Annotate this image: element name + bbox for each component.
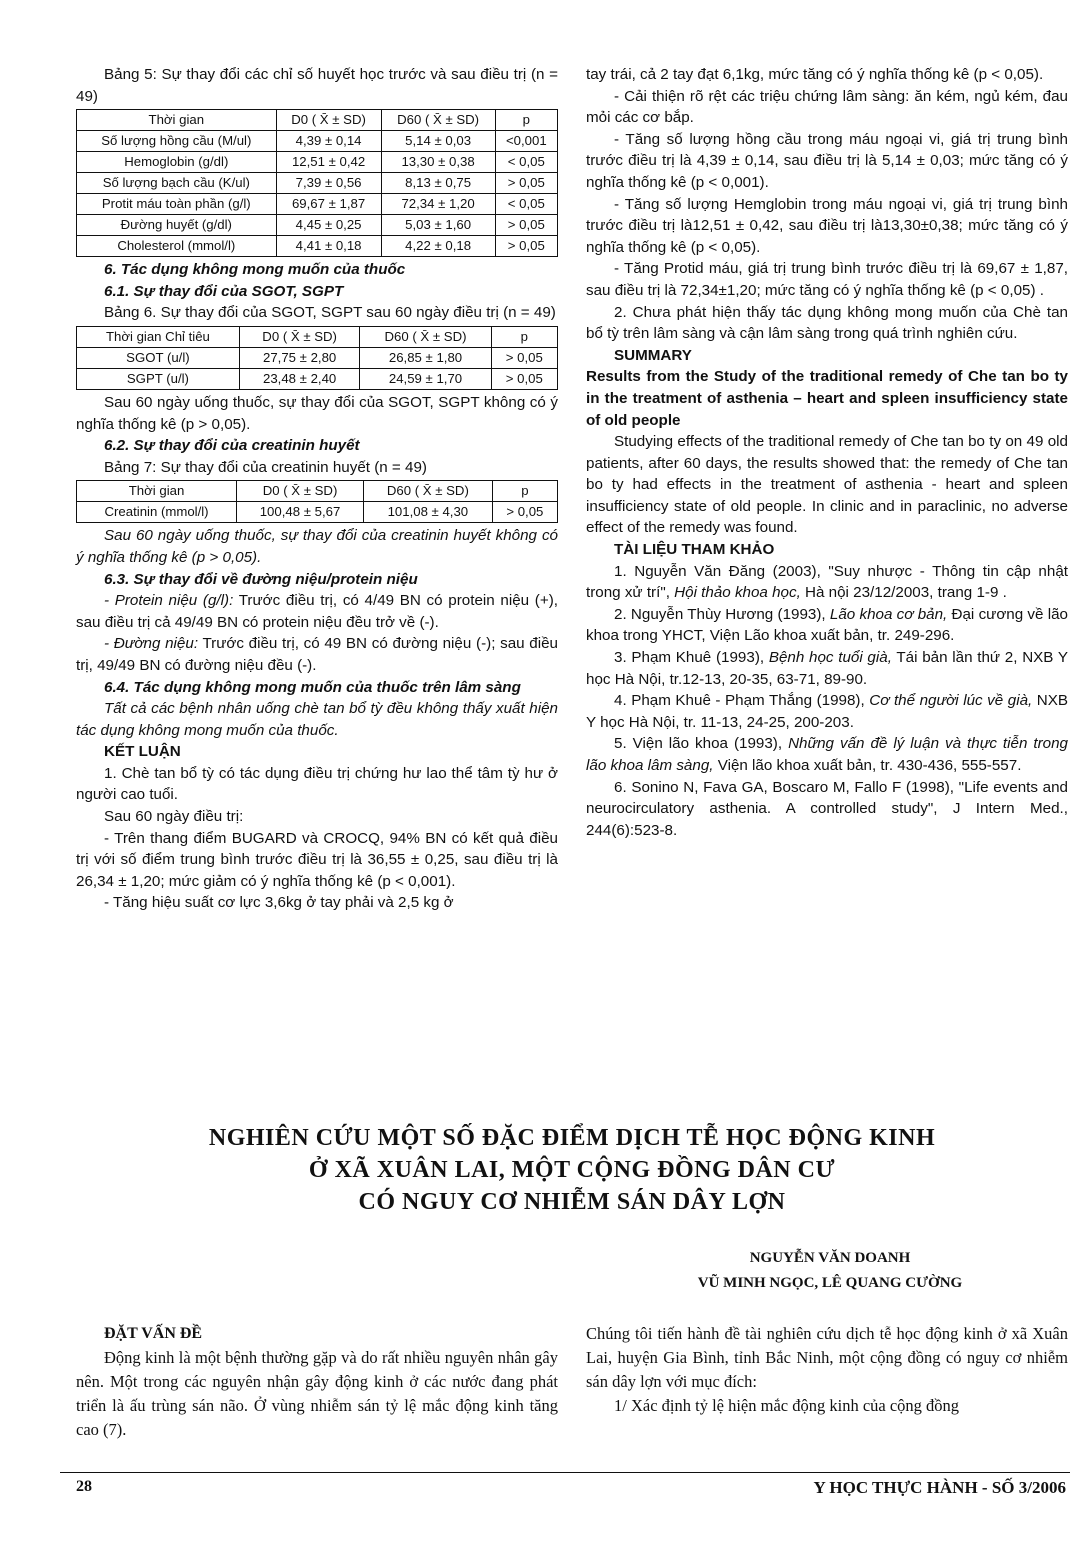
table6 (76, 326, 558, 390)
section-6-heading: 6. Tác dụng không mong muốn của thuốc (104, 261, 406, 279)
article2-right-paragraph-1: Chúng tôi tiến hành đề tài nghiên cứu dịch tễ học động kinh ở xã Xuân Lai, huyện Gia Bình, tỉnh Bắc Ninh, một cộng đồng có nguy cơ nhiễm sán dây lợn với mục đích: (586, 1324, 1068, 1391)
article2-right-column (586, 1322, 1068, 1418)
article2-authors (680, 1246, 980, 1296)
reference-post: Hà nội 23/12/2003, trang 1-9 . (800, 584, 1007, 602)
duong-nieu-paragraph (76, 633, 558, 676)
table5-cell: <0,001 (495, 131, 557, 152)
table5-row (77, 194, 558, 215)
section-6-4-paragraph: Tất cả các bệnh nhân uống chè tan bổ tỳ đều không thấy xuất hiện tác dụng không mong muốn của thuốc. (76, 700, 558, 739)
table5-cell: 5,03 ± 1,60 (381, 215, 495, 236)
table7-cell: > 0,05 (492, 502, 557, 523)
table7-header-cell: p (492, 481, 557, 502)
section-6-4-heading: 6.4. Tác dụng không mong muốn của thuốc trên lâm sàng (104, 678, 521, 696)
table5-row (77, 131, 558, 152)
table7-header-cell: D60 ( X̄ ± SD) (363, 481, 492, 502)
table6-row (77, 347, 558, 368)
article2-right-paragraph-2: 1/ Xác định tỷ lệ hiện mắc động kinh của cộng đồng (614, 1396, 960, 1415)
table5-row (77, 152, 558, 173)
right-paragraph-4: - Tăng số lượng Hemglobin trong máu ngoại vi, giá trị trung bình trước điều trị là12,51 ± 0,42, sau điều trị là13,30±0,38; mức tăng có ý nghĩa thống kê (p < 0,05). (586, 195, 1068, 256)
table5-cell: > 0,05 (495, 173, 557, 194)
reference-item (586, 604, 1068, 647)
table5-cell: Cholesterol (mmol/l) (77, 236, 277, 257)
summary-heading: SUMMARY (614, 346, 692, 364)
table5-caption: Bảng 5: Sự thay đổi các chỉ số huyết học trước và sau điều trị (n = 49) (76, 66, 558, 105)
reference-item (586, 777, 1068, 842)
table7-caption: Bảng 7: Sự thay đổi của creatinin huyết (n = 49) (104, 458, 427, 476)
reference-post: Tái bản lần thứ 2, NXB Y học Hà Nội, tr.12-13, 20-35, 63-71, 89-90. (586, 649, 1069, 688)
table6-header-cell: Thời gian Chỉ tiêu (77, 326, 240, 347)
table6-cell: 26,85 ± 1,80 (360, 347, 491, 368)
table5-cell: Số lượng bạch cầu (K/ul) (77, 173, 277, 194)
conclusion-2: Sau 60 ngày điều trị: (104, 808, 244, 826)
reference-item (586, 561, 1068, 604)
reference-it: Lão khoa cơ bản, (829, 605, 948, 623)
table7 (76, 480, 558, 523)
footer-divider (60, 1472, 1070, 1473)
reference-pre: 4. Phạm Khuê - Phạm Thắng (1998), (614, 692, 870, 710)
reference-it: Những vấn đề lý luận và thực tiễn trong lão khoa lâm sàng, (586, 735, 1068, 774)
table5-cell: > 0,05 (495, 236, 557, 257)
reference-pre: 1. Nguyễn Văn Đăng (2003), "Suy nhược - Thông tin cập nhật trong xử trí", (586, 562, 1068, 602)
protein-text: Trước điều trị, có 4/49 BN có protein niệu (+), sau điều trị cả 49/49 BN có protein niệu đều trở về (-). (76, 592, 558, 631)
table6-row (77, 368, 558, 389)
reference-it: Hội thảo khoa học, (674, 584, 801, 602)
reference-it: Cơ thể người lúc về già, (869, 692, 1033, 710)
table6-cell: SGOT (u/l) (77, 347, 240, 368)
summary-title: Results from the Study of the traditional remedy of Che tan bo ty in the treatment of asthenia – heart and spleen insufficiency state of old people (586, 368, 1068, 429)
conclusion-1: 1. Chè tan bổ tỳ có tác dụng điều trị chứng hư lao thể tâm tỳ hư ở người cao tuổi. (76, 764, 558, 804)
creatinin-paragraph: Sau 60 ngày uống thuốc, sự thay đổi của creatinin huyết không có ý nghĩa thống kê (p > 0,05). (76, 527, 558, 566)
table5-cell: < 0,05 (495, 152, 557, 173)
table6-header-cell: D60 ( X̄ ± SD) (360, 326, 491, 347)
reference-item (586, 647, 1068, 690)
right-paragraph-3: - Tăng số lượng hồng cầu trong máu ngoại vi, giá trị trung bình trước điều trị là 4,39 ± 0,14, sau điều trị là 5,14 ± 0,03; mức tăng có ý nghĩa thống kê (p < 0,001). (586, 130, 1068, 191)
table7-cell: 100,48 ± 5,67 (237, 502, 364, 523)
reference-post: NXB Y học Hà Nội, tr. 11-13, 24-25, 200-203. (586, 692, 1069, 731)
sgot-paragraph: Sau 60 ngày uống thuốc, sự thay đổi của SGOT, SGPT không có ý nghĩa thống kê (p > 0,05). (76, 393, 558, 433)
table5-cell: 5,14 ± 0,03 (381, 131, 495, 152)
right-paragraph-2: - Cải thiện rõ rệt các triệu chứng lâm sàng: ăn kém, ngủ kém, đau mỏi các cơ bắp. (586, 87, 1068, 127)
author-line-2: VŨ MINH NGỌC, LÊ QUANG CƯỜNG (697, 1275, 963, 1291)
dat-van-de-paragraph: Động kinh là một bệnh thường gặp và do rất nhiều nguyên nhân gây nên. Một trong các nguyên nhận gây động kinh ở các nước đang phát triển là ấu trùng sán não. Ở vùng nhiễm sán tỷ lệ mắc động kinh tăng cao (7). (76, 1348, 558, 1439)
conclusion-3: - Trên thang điểm BUGARD và CROCQ, 94% BN có kết quả điều trị với số điểm trung bình trước điều trị là 36,55 ± 0,25, sau điều trị là 26,34 ± 1,20; mức giảm có ý nghĩa thống kê (p < 0,001). (76, 829, 558, 890)
right-paragraph-1: tay trái, cả 2 tay đạt 6,1kg, mức tăng có ý nghĩa thống kê (p < 0,05). (586, 66, 1044, 83)
references-heading: TÀI LIỆU THAM KHẢO (614, 541, 775, 559)
table5-cell: Đường huyết (g/dl) (77, 215, 277, 236)
table7-header-cell: Thời gian (77, 481, 237, 502)
conclusion-4: - Tăng hiệu suất cơ lực 3,6kg ở tay phải và 2,5 kg ở (104, 894, 454, 912)
protein-paragraph (76, 590, 558, 633)
reference-item (586, 690, 1068, 733)
summary-text: Studying effects of the traditional remedy of Che tan bo ty on 49 old patients, after 60 days, the results showed that: the remedy of Che tan bo ty had effects in the treatment of asthenia - heart and spleen insufficiency state of old people. In clinic and in paraclinic, no adverse effect of the remedy was found. (586, 433, 1068, 537)
reference-post: Viện lão khoa xuất bản, tr. 430-436, 555-557. (713, 757, 1022, 774)
section-6-2-heading: 6.2. Sự thay đổi của creatinin huyết (104, 437, 360, 455)
table5-cell: 8,13 ± 0,75 (381, 173, 495, 194)
table5-cell: 4,45 ± 0,25 (276, 215, 381, 236)
section-6-1-heading: 6.1. Sự thay đổi của SGOT, SGPT (104, 282, 344, 300)
article2-title-line-1: NGHIÊN CỨU MỘT SỐ ĐẶC ĐIỂM DỊCH TỄ HỌC ĐỘNG KINH (208, 1125, 936, 1151)
right-paragraph-6: 2. Chưa phát hiện thấy tác dụng không mong muốn của Chè tan bổ tỳ trên lâm sàng và cận lâm sàng trong quá trình nghiên cứu. (586, 303, 1068, 343)
table5-cell: < 0,05 (495, 194, 557, 215)
references-list (586, 561, 1068, 842)
table5-cell: Protit máu toàn phần (g/l) (77, 194, 277, 215)
table5-cell: 4,41 ± 0,18 (276, 236, 381, 257)
table5-row (77, 215, 558, 236)
table5-cell: 72,34 ± 1,20 (381, 194, 495, 215)
table5-cell: 4,22 ± 0,18 (381, 236, 495, 257)
table6-cell: > 0,05 (491, 347, 557, 368)
table5-header-cell: Thời gian (77, 110, 277, 131)
protein-label: - Protein niệu (g/l): (104, 592, 234, 610)
table6-cell: 23,48 ± 2,40 (239, 368, 360, 389)
journal-issue: Y HỌC THỰC HÀNH - SỐ 3/2006 (813, 1478, 1066, 1497)
reference-pre: 2. Nguyễn Thùy Hương (1993), (614, 605, 830, 623)
article2-left-column (76, 1322, 558, 1442)
table6-header-cell: p (491, 326, 557, 347)
duong-nieu-text: Trước điều trị, có 49 BN có đường niệu (-); sau điều trị, 49/49 BN có đường niệu đều (-). (76, 635, 558, 674)
table5-row (77, 173, 558, 194)
table5-header-cell: D60 ( X̄ ± SD) (381, 110, 495, 131)
table5-cell: > 0,05 (495, 215, 557, 236)
table5-cell: 12,51 ± 0,42 (276, 152, 381, 173)
reference-item (586, 733, 1068, 776)
reference-it: Bệnh học tuổi già, (768, 649, 892, 667)
page-number: 28 (76, 1478, 92, 1495)
table5-header-cell: p (495, 110, 557, 131)
author-line-1: NGUYỄN VĂN DOANH (749, 1250, 911, 1266)
table7-row (77, 502, 558, 523)
article2-title-block (76, 1122, 1068, 1218)
table7-cell: 101,08 ± 4,30 (363, 502, 492, 523)
reference-pre: 3. Phạm Khuê (1993), (614, 649, 769, 667)
article2-title-line-2: Ở XÃ XUÂN LAI, MỘT CỘNG ĐỒNG DÂN CƯ (308, 1157, 836, 1183)
left-column (76, 64, 558, 914)
table7-header-cell: D0 ( X̄ ± SD) (237, 481, 364, 502)
table5-row (77, 236, 558, 257)
table7-cell: Creatinin (mmol/l) (77, 502, 237, 523)
table6-cell: 24,59 ± 1,70 (360, 368, 491, 389)
table5-cell: 13,30 ± 0,38 (381, 152, 495, 173)
table5-cell: Số lượng hồng cầu (M/ul) (77, 131, 277, 152)
right-paragraph-5: - Tăng Protid máu, giá trị trung bình trước điều trị là 69,67 ± 1,87, sau điều trị là 72,34±1,20; mức tăng có ý nghĩa thống kê (p < 0,05) . (586, 260, 1068, 299)
reference-pre: 6. Sonino N, Fava GA, Boscaro M, Fallo F (1998), "Life events and neurocirculatory asthenia. A controlled study", J Intern Med., 244(6):523-8. (586, 778, 1068, 839)
table5-cell: 7,39 ± 0,56 (276, 173, 381, 194)
dat-van-de-heading: ĐẶT VẤN ĐỀ (104, 1325, 203, 1342)
reference-pre: 5. Viện lão khoa (1993), (614, 735, 789, 753)
table5-header-cell: D0 ( X̄ ± SD) (276, 110, 381, 131)
table6-cell: > 0,05 (491, 368, 557, 389)
table5-cell: 69,67 ± 1,87 (276, 194, 381, 215)
article2-title-line-3: CÓ NGUY CƠ NHIỄM SÁN DÂY LỢN (358, 1189, 786, 1215)
table6-header-cell: D0 ( X̄ ± SD) (239, 326, 360, 347)
table5-cell: 4,39 ± 0,14 (276, 131, 381, 152)
duong-nieu-label: - Đường niệu: (104, 635, 199, 653)
table6-cell: 27,75 ± 2,80 (239, 347, 360, 368)
table6-caption: Bảng 6. Sự thay đổi của SGOT, SGPT sau 60 ngày điều trị (n = 49) (104, 304, 556, 322)
right-column (586, 64, 1068, 841)
section-6-3-heading: 6.3. Sự thay đổi về đường niệu/protein niệu (104, 570, 418, 588)
ket-luan-heading: KẾT LUẬN (104, 743, 181, 761)
reference-post: Đại cương về lão khoa trong YHCT, Viện Lão khoa xuất bản, tr. 249-296. (586, 605, 1068, 645)
table5 (76, 109, 558, 257)
table6-cell: SGPT (u/l) (77, 368, 240, 389)
table5-cell: Hemoglobin (g/dl) (77, 152, 277, 173)
